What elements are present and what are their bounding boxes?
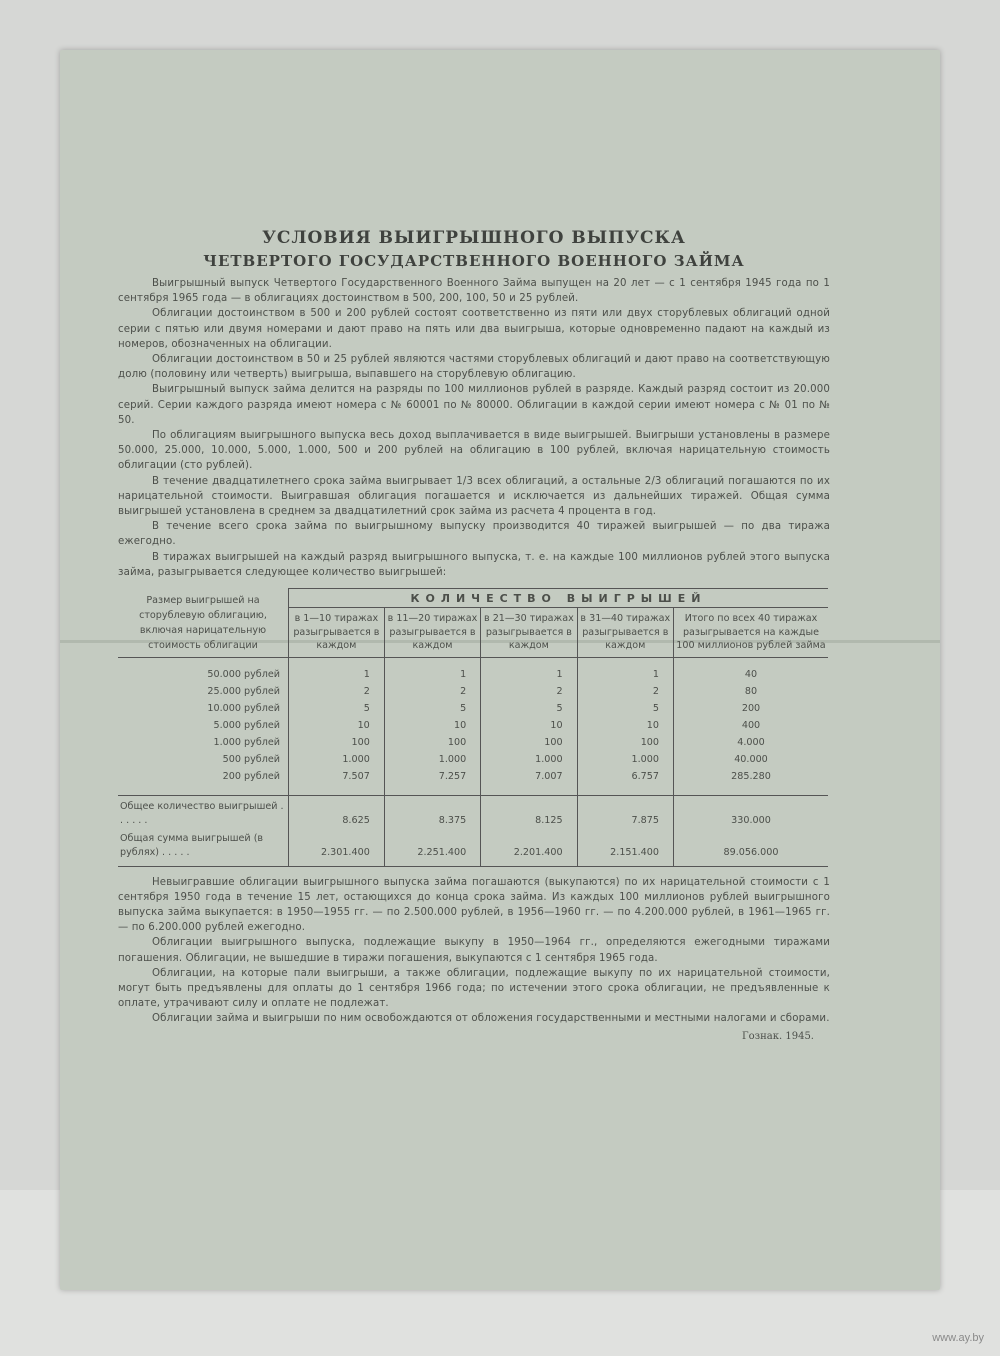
table-cell: 1 <box>363 668 370 680</box>
table-cell: 10 <box>357 719 370 731</box>
table-cell: 5 <box>481 700 577 717</box>
prize-label: 50.000 рублей <box>118 666 289 683</box>
table-cell: 5 <box>363 702 370 714</box>
table-cell: 1.000 <box>481 751 577 768</box>
table-row <box>118 717 828 734</box>
table-row <box>118 700 828 717</box>
site-watermark: www.ay.by <box>932 1332 984 1344</box>
table-cell: 1 <box>384 666 480 683</box>
table-cell: 2 <box>577 683 673 700</box>
totals-row <box>118 795 828 828</box>
table-row <box>118 683 828 700</box>
closing-paragraphs <box>118 875 830 1027</box>
table-cell: 1 <box>577 666 673 683</box>
table-cell: 7.507 <box>342 770 370 782</box>
table-cell: 40 <box>674 666 829 683</box>
prize-label: 500 рублей <box>118 751 289 768</box>
table-cell: 285.280 <box>674 768 829 785</box>
paragraph: Облигации достоинством в 50 и 25 рублей являются частями сторублевых облигаций и дают право на соответствующую долю (половину или четверть) выигрыша, выпавшего на сторублевую облигацию. <box>118 354 830 381</box>
table-cell: 8.625 <box>342 814 370 826</box>
table-cell: 2 <box>363 685 370 697</box>
prize-label: 10.000 рублей <box>118 700 289 717</box>
paragraph: Выигрышный выпуск займа делится на разряды по 100 миллионов рублей в разряде. Каждый разряд состоит из 20.000 серий. Серии каждого разряда имеют номера с № 60001 по № 80000. Облигации в каждой серии имеют номера с № 01 по № 50. <box>118 384 830 426</box>
table-cell: 1.000 <box>577 751 673 768</box>
table-cell: 100 <box>481 734 577 751</box>
table-cell: 4.000 <box>674 734 829 751</box>
totals-label: Общее количество выигрышей . . . . . . <box>118 795 289 828</box>
table-cell: 2.201.400 <box>481 828 577 860</box>
table-column-header: в 21—30 тиражах разыгрывается в каждом <box>481 608 577 658</box>
totals-label: Общая сумма выигрышей (в рублях) . . . . . <box>118 828 289 860</box>
table-cell: 200 <box>674 700 829 717</box>
table-cell: 2.151.400 <box>577 828 673 860</box>
table-column-header: в 1—10 тиражах разыгрывается в каждом <box>289 608 385 658</box>
table-group-header: КОЛИЧЕСТВО ВЫИГРЫШЕЙ <box>289 589 829 608</box>
paragraph: По облигациям выигрышного выпуска весь доход выплачивается в виде выигрышей. Выигрыши установлены в размере 50.000, 25.000, 10.000, 5.000, 1.000, 500 и 200 рублей на облигацию в 100 рублей, включая нарицательную стоимость облигации (сто рублей). <box>118 430 830 472</box>
table-cell: 1.000 <box>342 753 370 765</box>
table-cell: 10 <box>481 717 577 734</box>
table-cell: 2.301.400 <box>320 846 370 858</box>
table-cell: 10 <box>384 717 480 734</box>
paragraph: Облигации займа и выигрыши по ним освобождаются от обложения государственными и местными налогами и сборами. <box>152 1013 830 1025</box>
table-column-header: Итого по всех 40 тиражах разыгрывается на каждые 100 миллионов рублей займа <box>674 608 829 658</box>
table-cell: 330.000 <box>674 795 829 828</box>
table-cell: 100 <box>351 736 370 748</box>
table-column-header: в 31—40 тиражах разыгрывается в каждом <box>577 608 673 658</box>
table-cell: 40.000 <box>674 751 829 768</box>
table-row <box>118 768 828 785</box>
paragraph: Выигрышный выпуск Четвертого Государственного Военного Займа выпущен на 20 лет — с 1 сентября 1945 года по 1 сентября 1965 года — в облигациях достоинством в 500, 200, 100, 50 и 25 рублей. <box>118 278 830 305</box>
table-cell: 6.757 <box>577 768 673 785</box>
table-cell: 1 <box>481 666 577 683</box>
table-cell: 1.000 <box>384 751 480 768</box>
paragraph: Облигации выигрышного выпуска, подлежащие выкупу в 1950—1964 гг., определяются ежегодными тиражами погашения. Облигации, не вышедшие в тиражи погашения, выкупаются с 1 сентября 1965 года. <box>118 937 830 964</box>
table-cell: 7.007 <box>481 768 577 785</box>
paragraph: В течение всего срока займа по выигрышному выпуску производится 40 тиражей выигрышей — по два тиража ежегодно. <box>118 521 830 548</box>
table-cell: 8.125 <box>481 795 577 828</box>
table-cell: 80 <box>674 683 829 700</box>
table-row-header: Размер выигрышей на сторублевую облигацию, включая нарицательную стоимость облигации <box>118 589 289 658</box>
table-cell: 5 <box>384 700 480 717</box>
paragraph: В течение двадцатилетнего срока займа выигрывает 1/3 всех облигаций, а остальные 2/3 облигаций погашаются по их нарицательной стоимости. Выигравшая облигация погашается и исключается из дальнейших тиражей. Общая сумма выигрышей установлена в среднем за двадцатилетний срок займа из расчета 4 процента в год. <box>118 475 830 518</box>
table-cell: 2 <box>481 683 577 700</box>
table-row <box>118 751 828 768</box>
prize-label: 25.000 рублей <box>118 683 289 700</box>
bond-conditions-text <box>118 226 830 1042</box>
table-cell: 7.875 <box>577 795 673 828</box>
paragraph: В тиражах выигрышей на каждый разряд выигрышного выпуска, т. е. на каждые 100 миллионов рублей этого выпуска займа, разыгрывается следующее количество выигрышей: <box>118 551 830 578</box>
table-cell: 10 <box>577 717 673 734</box>
prize-label: 200 рублей <box>118 768 289 785</box>
paragraph: Облигации достоинством в 500 и 200 рублей состоят соответственно из пяти или двух сторублевых облигаций одной серии с пятью или двумя номерами и дают право на пять или два выигрыша, которые одновременно падают на каждый из номеров, обозначенных на облигации. <box>118 308 830 350</box>
table-row <box>118 666 828 683</box>
table-column-header: в 11—20 тиражах разыгрывается в каждом <box>384 608 480 658</box>
table-row <box>118 734 828 751</box>
winnings-table <box>118 588 828 867</box>
table-cell: 2.251.400 <box>384 828 480 860</box>
table-cell: 100 <box>384 734 480 751</box>
table-cell: 8.375 <box>384 795 480 828</box>
prize-label: 5.000 рублей <box>118 717 289 734</box>
paragraph: Невыигравшие облигации выигрышного выпуска займа погашаются (выкупаются) по их нарицательной стоимости с 1 сентября 1950 года в течение 15 лет, остающихся до конца срока займа. Из каждых 100 миллионов рублей выигрышного выпуска займа выкупается: в 1950—1955 гг. — по 2.500.000 рублей, в 1956—1960 гг. — по 4.200.000 рублей, в 1961—1965 гг. — по 6.200.000 рублей ежегодно. <box>118 876 830 934</box>
table-cell: 7.257 <box>384 768 480 785</box>
table-cell: 89.056.000 <box>674 828 829 860</box>
issuer-imprint: Гознак. 1945. <box>742 1030 814 1042</box>
prize-label: 1.000 рублей <box>118 734 289 751</box>
document-title: УСЛОВИЯ ВЫИГРЫШНОГО ВЫПУСКА <box>262 228 686 248</box>
document-subtitle: ЧЕТВЕРТОГО ГОСУДАРСТВЕННОГО ВОЕННОГО ЗАЙМА <box>203 252 745 270</box>
table-cell: 5 <box>577 700 673 717</box>
paragraph: Облигации, на которые пали выигрыши, а также облигации, подлежащие выкупу по их нарицательной стоимости, могут быть предъявлены для оплаты до 1 сентября 1966 года; по истечении этого срока облигации, не предъявленные к оплате, утрачивают силу и оплате не подлежат. <box>118 967 830 1010</box>
table-cell: 2 <box>384 683 480 700</box>
table-cell: 100 <box>577 734 673 751</box>
totals-row <box>118 828 828 860</box>
table-cell: 400 <box>674 717 829 734</box>
